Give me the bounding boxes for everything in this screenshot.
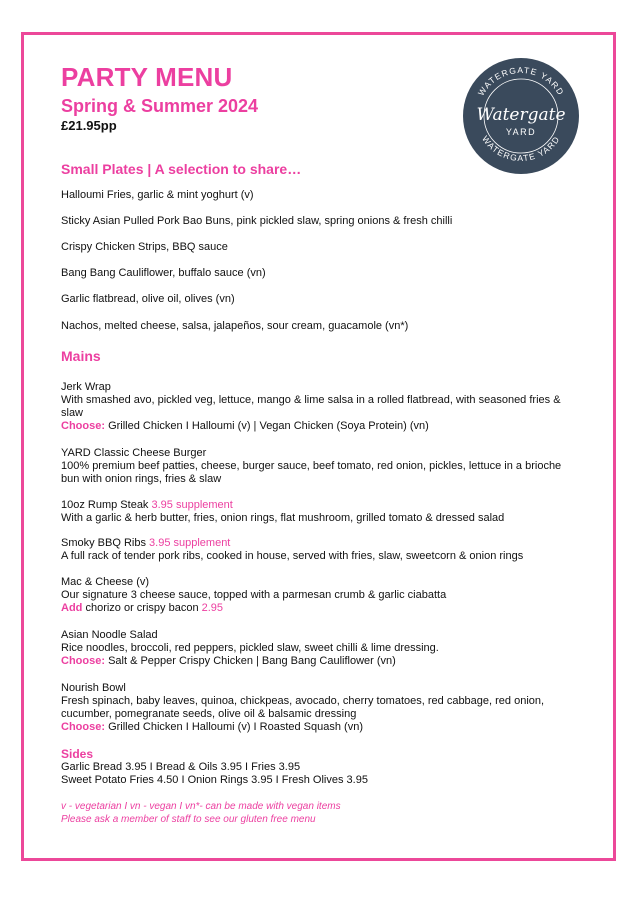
watergate-yard-logo — [462, 57, 580, 175]
add-options: chorizo or crispy bacon — [85, 602, 199, 614]
main-item-title — [61, 499, 571, 512]
list-item: Halloumi Fries, garlic & mint yoghurt (v) — [61, 189, 254, 201]
choose-label: Choose: — [61, 721, 105, 733]
add-price: 2.95 — [201, 602, 224, 614]
list-item: Bang Bang Cauliflower, buffalo sauce (vn) — [61, 267, 266, 279]
supplement-label: 3.95 supplement — [151, 499, 233, 511]
main-item-name: Jerk Wrap — [61, 381, 111, 393]
add-label: Add — [61, 602, 83, 614]
choose-options: Grilled Chicken I Halloumi (v) | Vegan Chicken (Soya Protein) (vn) — [108, 420, 429, 432]
main-item-desc: Fresh spinach, baby leaves, quinoa, chickpeas, avocado, cherry tomatoes, red cabbage, red onion, cucumber, pomegranate seeds, olive oil & balsamic dressing — [61, 695, 545, 720]
supplement-label: 3.95 supplement — [149, 537, 231, 549]
sides-line: Garlic Bread 3.95 I Bread & Oils 3.95 I Fries 3.95 — [61, 761, 301, 773]
logo-bottom-text: WATERGATE YARD — [480, 133, 562, 164]
list-item: Garlic flatbread, olive oil, olives (vn) — [61, 293, 235, 305]
main-item-choose — [61, 655, 571, 668]
main-item-add — [61, 602, 571, 615]
page-title: PARTY MENU — [61, 62, 233, 92]
choose-label: Choose: — [61, 420, 105, 432]
main-item-noodle-salad — [61, 629, 571, 668]
main-item-desc: Our signature 3 cheese sauce, topped with a parmesan crumb & garlic ciabatta — [61, 589, 447, 601]
main-item-choose — [61, 420, 571, 433]
logo-top-text: WATERGATE YARD — [475, 64, 567, 98]
main-item-name: 10oz Rump Steak — [61, 499, 149, 511]
sides-section — [61, 748, 571, 787]
main-item-name: Nourish Bowl — [61, 682, 126, 694]
menu-season: Spring & Summer 2024 — [61, 96, 259, 116]
dietary-key: v - vegetarian I vn - vegan I vn*- can be made with vegan items — [61, 801, 341, 812]
choose-options: Salt & Pepper Crispy Chicken | Bang Bang Cauliflower (vn) — [108, 655, 396, 667]
main-item-name: Asian Noodle Salad — [61, 629, 158, 641]
mains-heading: Mains — [61, 348, 101, 364]
list-item: Nachos, melted cheese, salsa, jalapeños, sour cream, guacamole (vn*) — [61, 320, 409, 332]
main-item-ribs — [61, 537, 571, 563]
main-item-desc: 100% premium beef patties, cheese, burger sauce, beef tomato, red onion, pickles, lettuce in a brioche bun with onion rings, fries & slaw — [61, 460, 562, 485]
main-item-name: Mac & Cheese (v) — [61, 576, 150, 588]
choose-label: Choose: — [61, 655, 105, 667]
logo-script-text: Watergate — [476, 105, 566, 125]
main-item-burger — [61, 447, 571, 486]
main-item-mac-cheese — [61, 576, 571, 615]
main-item-title — [61, 537, 571, 550]
logo-middle-text: YARD — [505, 127, 537, 137]
main-item-desc: A full rack of tender pork ribs, cooked in house, served with fries, slaw, sweetcorn & onion rings — [61, 550, 524, 562]
sides-line: Sweet Potato Fries 4.50 I Onion Rings 3.95 I Fresh Olives 3.95 — [61, 774, 368, 786]
list-item: Crispy Chicken Strips, BBQ sauce — [61, 241, 228, 253]
main-item-jerk-wrap — [61, 381, 571, 433]
main-item-desc: With a garlic & herb butter, fries, onion rings, flat mushroom, grilled tomato & dressed salad — [61, 512, 505, 524]
main-item-name: YARD Classic Cheese Burger — [61, 447, 207, 459]
main-item-steak — [61, 499, 571, 525]
main-item-choose — [61, 721, 571, 734]
menu-price: £21.95pp — [61, 118, 117, 133]
sides-heading: Sides — [61, 747, 94, 761]
main-item-desc: With smashed avo, pickled veg, lettuce, mango & lime salsa in a rolled flatbread, with seasoned fries & slaw — [61, 394, 561, 419]
main-item-nourish-bowl — [61, 682, 571, 734]
choose-options: Grilled Chicken I Halloumi (v) I Roasted Squash (vn) — [108, 721, 363, 733]
main-item-desc: Rice noodles, broccoli, red peppers, pickled slaw, sweet chilli & lime dressing. — [61, 642, 439, 654]
main-item-name: Smoky BBQ Ribs — [61, 537, 146, 549]
gluten-note: Please ask a member of staff to see our gluten free menu — [61, 814, 316, 825]
small-plates-heading: Small Plates | A selection to share… — [61, 161, 302, 177]
list-item: Sticky Asian Pulled Pork Bao Buns, pink pickled slaw, spring onions & fresh chilli — [61, 215, 453, 227]
